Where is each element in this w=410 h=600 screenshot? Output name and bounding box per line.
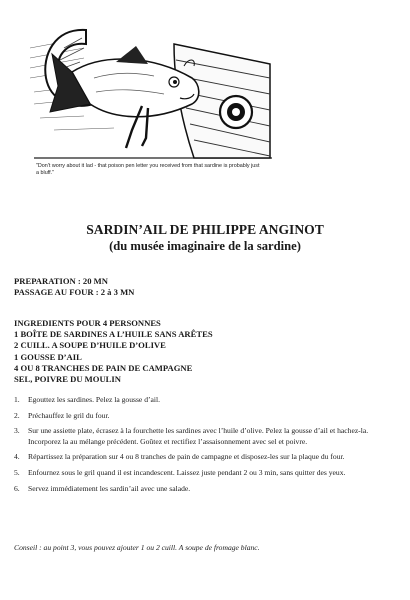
step-number: 3. [14, 426, 20, 436]
cartoon-caption: "Don't worry about it lad - that poison pen letter you received from that sardine is probably just a bluff." [36, 163, 260, 176]
ingredient-item: 1 BOÎTE DE SARDINES A L’HUILE SANS ARÊTES [14, 329, 213, 340]
step-text: Préchauffez le gril du four. [28, 410, 110, 420]
step-text: Enfournez sous le gril quand il est incandescent. Laissez juste pendant 2 ou 3 min, sans quitter des yeux. [28, 467, 346, 477]
ingredient-item: 1 GOUSSE D’AIL [14, 351, 82, 362]
step-item [14, 484, 402, 495]
preparation-time: PREPARATION : 20 MN [14, 276, 108, 286]
recipe-title-block [0, 221, 410, 255]
ingredients-heading: INGREDIENTS POUR 4 PERSONNES [14, 318, 161, 328]
recipe-subtitle: (du musée imaginaire de la sardine) [109, 239, 301, 253]
step-text: Sur une assiette plate, écrasez à la fourchette les sardines avec l’huile d’olive. Pelez la gousse d’ail et hachez-la. Incorporez la au mélange précédent. Goûtez et rectifiez l’assaisonnement avec sel et poivre. [28, 426, 369, 446]
ingredients-list [14, 318, 213, 385]
step-item [14, 452, 402, 463]
step-item [14, 468, 402, 479]
step-item [14, 395, 402, 406]
cooking-time: PASSAGE AU FOUR : 2 à 3 MN [14, 287, 135, 297]
step-number: 6. [14, 483, 20, 493]
step-number: 4. [14, 452, 20, 462]
step-text: Servez immédiatement les sardin’ail avec une salade. [28, 483, 191, 493]
step-number: 2. [14, 410, 20, 420]
ingredient-item: 2 CUILL. A SOUPE D’HUILE D’OLIVE [14, 340, 166, 351]
advice-note: Conseil : au point 3, vous pouvez ajouter 1 ou 2 cuill. A soupe de fromage blanc. [14, 543, 260, 552]
step-item [14, 411, 402, 422]
ingredient-item: SEL, POIVRE DU MOULIN [14, 374, 121, 385]
recipe-title: SARDIN’AIL DE PHILIPPE ANGINOT [86, 222, 324, 237]
ingredient-item: 4 OU 8 TRANCHES DE PAIN DE CAMPAGNE [14, 362, 193, 373]
step-text: Egouttez les sardines. Pelez la gousse d’ail. [28, 395, 161, 404]
timing-block [14, 276, 134, 298]
steps-list [14, 395, 402, 499]
step-text: Répartissez la préparation sur 4 ou 8 tranches de pain de campagne et disposez-les sur la plaque du four. [28, 452, 345, 462]
step-number: 5. [14, 467, 20, 477]
step-number: 1. [14, 395, 20, 404]
step-item [14, 426, 402, 447]
